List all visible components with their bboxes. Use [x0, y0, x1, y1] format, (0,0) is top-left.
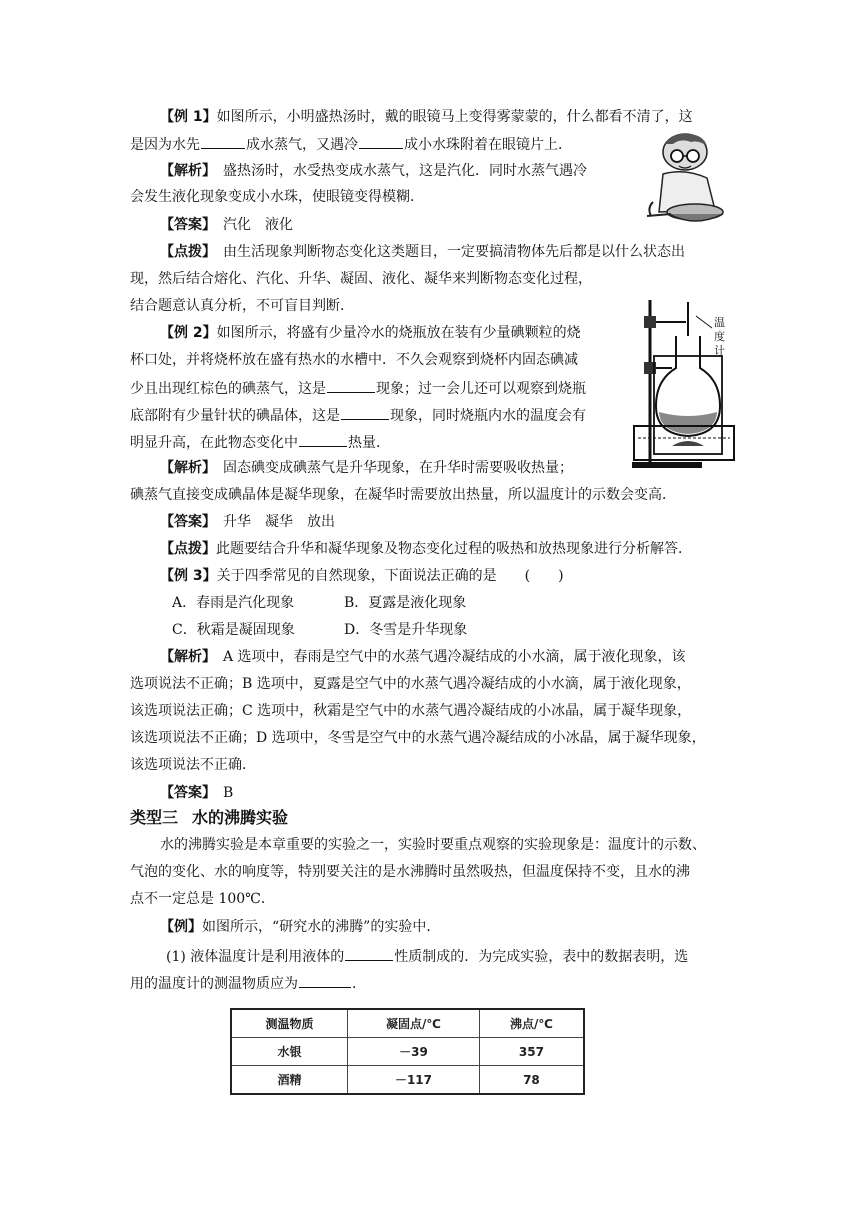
tip-label: 【点拨】 — [160, 541, 216, 557]
example2-l5b: 热量． — [348, 435, 390, 451]
example1-analysis-line2: 会发生液化现象变成小水珠，使眼镜变得模糊． — [130, 189, 424, 205]
q1-text-b: 性质制成的．为完成实验，表中的数据表明，选 — [394, 949, 689, 965]
example1-text-b: 成水蒸气，又遇冷 — [246, 137, 358, 153]
example1-answer — [160, 216, 293, 234]
example2-l4a: 底部附有少量针状的碘晶体，这是 — [130, 408, 340, 424]
table-cell: 酒精 — [231, 1066, 348, 1095]
example2-tip — [160, 540, 692, 558]
example4-q2 — [130, 973, 366, 993]
table-cell: －39 — [348, 1038, 480, 1066]
example1-line2 — [130, 134, 572, 154]
table-cell: 水银 — [231, 1038, 348, 1066]
example4-line1 — [160, 918, 440, 936]
tip-text: 由生活现象判断物态变化这类题目，一定要搞清物体先后都是以什么状态出 — [209, 244, 685, 260]
table-header: 沸点/℃ — [479, 1009, 584, 1038]
example1-label: 【例 1】 — [160, 109, 217, 125]
option-c: C．秋霜是凝固现象 — [172, 622, 295, 638]
blank-1[interactable] — [201, 134, 245, 149]
example1-line1 — [160, 108, 693, 126]
example3-answer — [160, 784, 233, 802]
tip-label: 【点拨】 — [160, 244, 209, 260]
example1-tip-line3: 结合题意认真分析，不可盲目判断． — [130, 298, 354, 314]
tip-text: 此题要结合升华和凝华现象及物态变化过程的吸热和放热现象进行分析解答． — [216, 541, 692, 557]
section-title: 水的沸腾实验 — [192, 808, 289, 827]
example4-text: 如图所示，“研究水的沸腾”的实验中． — [202, 919, 441, 935]
analysis-text: 盛热汤时，水受热变成水蒸气，这是汽化．同时水蒸气遇冷 — [209, 163, 587, 179]
example2-answer — [160, 513, 335, 531]
option-a: A．春雨是汽化现象 — [172, 595, 295, 611]
thermometer-label-2: 度 — [714, 330, 725, 343]
answer-text: B — [209, 785, 234, 801]
example2-l3a: 少且出现红棕色的碘蒸气，这是 — [130, 381, 326, 397]
boy-soup-illustration — [645, 130, 733, 230]
table-header: 测温物质 — [231, 1009, 348, 1038]
answer-label: 【答案】 — [160, 514, 209, 530]
example3-analysis-line2: 选项说法不正确；B 选项中，夏露是空气中的水蒸气遇冷凝结成的小水滴，属于液化现象， — [130, 676, 691, 692]
q2-text-a: 用的温度计的测温物质应为 — [130, 976, 298, 992]
example2-l5a: 明显升高，在此物态变化中 — [130, 435, 298, 451]
blank-2[interactable] — [359, 134, 403, 149]
example3-analysis-line3: 该选项说法正确；C 选项中，秋霜是空气中的水蒸气遇冷凝结成的小冰晶，属于凝华现象， — [130, 703, 692, 719]
example1-tip-line2: 现，然后结合熔化、汽化、升华、凝固、液化、凝华来判断物态变化过程， — [130, 271, 592, 287]
blank-4[interactable] — [341, 405, 389, 420]
table-row — [231, 1038, 584, 1066]
example1-analysis — [160, 162, 587, 180]
analysis-label: 【解析】 — [160, 460, 209, 476]
example2-line5 — [130, 432, 390, 452]
analysis-text: 固态碘变成碘蒸气是升华现象，在升华时需要吸收热量； — [209, 460, 573, 476]
thermometer-label-1: 温 — [714, 316, 725, 329]
analysis-label: 【解析】 — [160, 163, 209, 179]
blank-5[interactable] — [299, 432, 347, 447]
example1-tip — [160, 243, 685, 261]
example3-analysis — [160, 648, 686, 666]
blank-3[interactable] — [327, 378, 375, 393]
example3-analysis-line4: 该选项说法不正确；D 选项中，冬雪是空气中的水蒸气遇冷凝结成的小冰晶，属于凝华现象， — [130, 730, 706, 746]
example4-q1 — [166, 946, 688, 966]
section-paragraph-line3: 点不一定总是 100℃． — [130, 891, 275, 907]
example2-line1 — [160, 324, 581, 342]
table-cell: －117 — [348, 1066, 480, 1095]
example2-l3b: 现象；过一会儿还可以观察到烧瓶 — [376, 381, 586, 397]
answer-label: 【答案】 — [160, 785, 209, 801]
example3-label: 【例 3】 — [160, 568, 217, 584]
example2-line3 — [130, 378, 586, 398]
example2-line4 — [130, 405, 586, 425]
example1-text-c: 成小水珠附着在眼镜片上． — [404, 137, 572, 153]
example2-line2: 杯口处，并将烧杯放在盛有热水的水槽中．不久会观察到烧杯内固态碘减 — [130, 352, 578, 368]
example1-text: 如图所示，小明盛热汤时，戴的眼镜马上变得雾蒙蒙的，什么都看不清了，这 — [216, 109, 693, 125]
example2-text: 如图所示，将盛有少量冷水的烧瓶放在装有少量碘颗粒的烧 — [216, 325, 581, 341]
example3-analysis-line5: 该选项说法不正确． — [130, 757, 256, 773]
example2-label: 【例 2】 — [160, 325, 217, 341]
section-paragraph-line2: 气泡的变化、水的响度等，特别要关注的是水沸腾时虽然吸热，但温度保持不变，且水的沸 — [130, 864, 690, 880]
data-table — [230, 1008, 585, 1095]
example3-question — [160, 567, 564, 585]
q1-text-a: (1) 液体温度计是利用液体的 — [166, 949, 345, 965]
table-cell: 357 — [479, 1038, 584, 1066]
example2-analysis — [160, 459, 573, 477]
answer-text: 升华 凝华 放出 — [209, 514, 335, 530]
example2-analysis-line2: 碘蒸气直接变成碘晶体是凝华现象，在凝华时需要放出热量，所以温度计的示数会变高． — [130, 487, 676, 503]
option-d: D．冬雪是升华现象 — [344, 622, 468, 638]
section-paragraph-line1: 水的沸腾实验是本章重要的实验之一，实验时要重点观察的实验现象是：温度计的示数、 — [160, 837, 706, 853]
blank-7[interactable] — [299, 973, 351, 988]
section-heading — [130, 808, 288, 828]
section-number: 类型三 — [130, 808, 179, 827]
table-row — [231, 1066, 584, 1095]
table-header: 凝固点/℃ — [348, 1009, 480, 1038]
answer-label: 【答案】 — [160, 217, 209, 233]
example3-text: 关于四季常见的自然现象，下面说法正确的是 ( ) — [216, 568, 564, 584]
example2-l4b: 现象，同时烧瓶内水的温度会有 — [390, 408, 586, 424]
answer-text: 汽化 液化 — [209, 217, 293, 233]
iodine-apparatus-illustration — [628, 296, 740, 472]
blank-6[interactable] — [345, 946, 393, 961]
analysis-text: A 选项中，春雨是空气中的水蒸气遇冷凝结成的小水滴，属于液化现象，该 — [209, 649, 686, 665]
table-header-row — [231, 1009, 584, 1038]
table-cell: 78 — [479, 1066, 584, 1095]
analysis-label: 【解析】 — [160, 649, 209, 665]
q2-text-b: ． — [352, 976, 366, 992]
thermometer-label-3: 计 — [714, 344, 725, 357]
example4-label: 【例】 — [160, 919, 202, 935]
option-b: B．夏露是液化现象 — [344, 595, 467, 611]
example1-text-a: 是因为水先 — [130, 137, 200, 153]
